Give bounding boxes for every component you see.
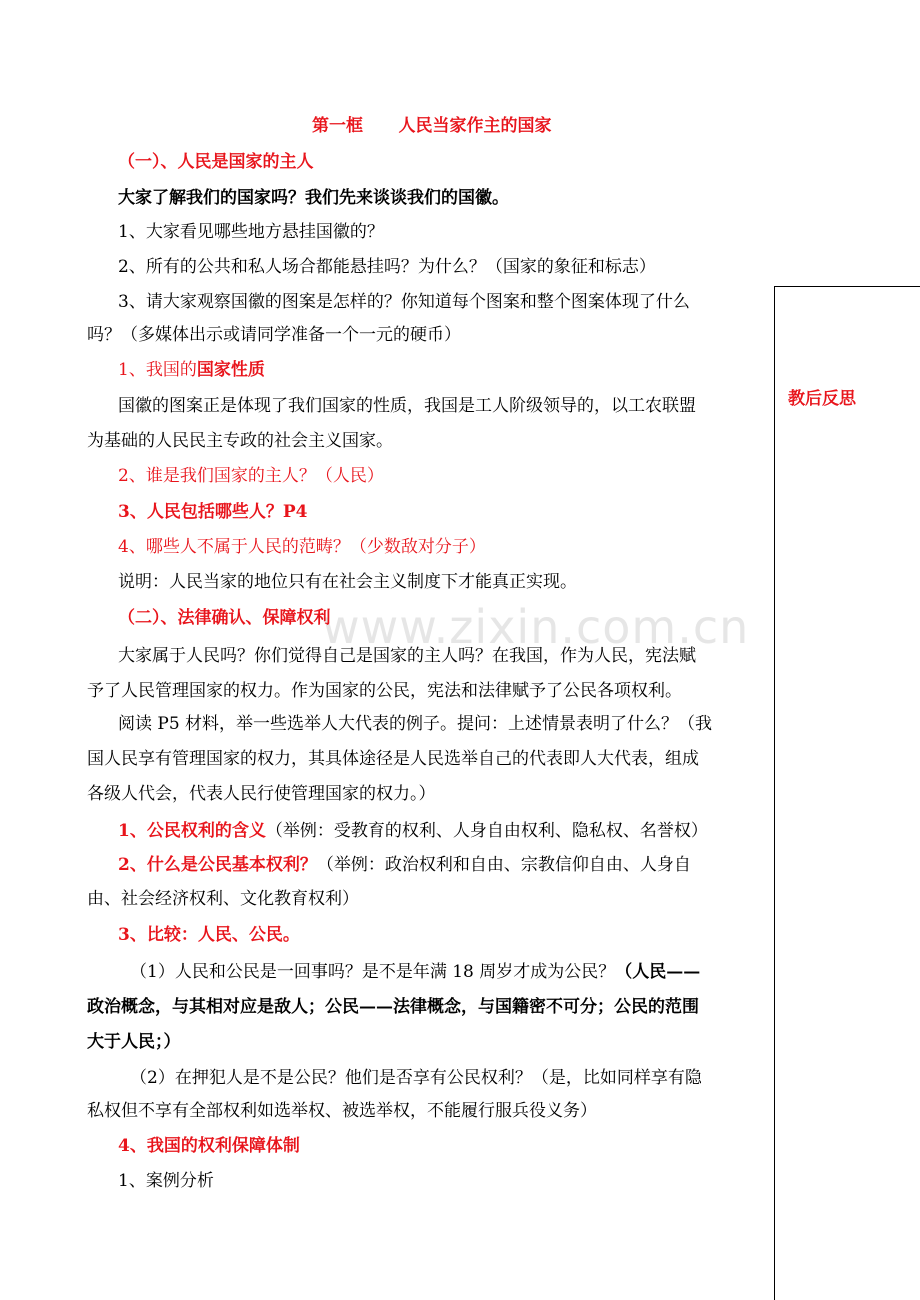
paragraph-reading-cont1: 国人民享有管理国家的权力，其具体途径是人民选举自己的代表即人大代表，组成 [87,749,699,769]
compare-question-2-cont: 私权但不享有全部权利如选举权、被选举权，不能履行服兵役义务） [87,1101,597,1121]
reflection-column [774,286,920,1300]
question-3-cont: 吗？（多媒体出示或请同学准备一个一元的硬币） [87,325,461,345]
heading-basic-rights [118,847,691,883]
paragraph-rights-cont: 予了人民管理国家的权力。作为国家的公民，宪法和法律赋予了公民各项权利。 [87,681,682,701]
question-3: 3、请大家观察国徽的图案是怎样的？你知道每个图案和整个图案体现了什么 [118,292,690,312]
heading-national-nature-key: 国家性质 [196,360,265,380]
section-heading-2: （二）、法律确认、保障权利 [118,608,331,628]
heading-national-nature-prefix: 1、我国的 [118,360,197,380]
heading-protection: 4、我国的权利保障体制 [118,1136,300,1156]
heading-basic-rights-examples: （举例：政治权利和自由、宗教信仰自由、人身自 [316,855,691,875]
question-master: 2、谁是我们国家的主人？（人民） [118,466,384,486]
case-analysis: 1、案例分析 [118,1171,214,1191]
compare-answer-1-cont: 政治概念，与其相对应是敌人；公民——法律概念，与国籍密不可分；公民的范围 [87,997,699,1017]
paragraph-emblem: 国徽的图案正是体现了我们国家的性质，我国是工人阶级领导的，以工农联盟 [118,396,696,416]
compare-question-1-text: （1）人民和公民是一回事吗？是不是年满 18 周岁才成为公民？ [130,962,616,982]
paragraph-reading-cont2: 各级人代会，代表人民行使管理国家的权力。） [87,784,436,804]
intro-line: 大家了解我们的国家吗？我们先来谈谈我们的国徽。 [118,188,509,208]
heading-national-nature [118,352,265,388]
explanation-line: 说明：人民当家的地位只有在社会主义制度下才能真正实现。 [118,572,577,592]
heading-citizen-rights [118,813,708,849]
question-not-people: 4、哪些人不属于人民的范畴？（少数敌对分子） [118,537,486,557]
question-1: 1、大家看见哪些地方悬挂国徽的？ [118,222,384,242]
compare-answer-1-end: 大于人民；） [87,1032,181,1052]
compare-question-2: （2）在押犯人是不是公民？他们是否享有公民权利？（是，比如同样享有隐 [130,1068,702,1088]
watermark: www.zixin.com.cn [322,600,750,654]
paragraph-rights: 大家属于人民吗？你们觉得自己是国家的主人吗？在我国，作为人民，宪法赋 [118,646,696,666]
heading-citizen-rights-key: 1、公民权利的含义 [118,821,266,841]
compare-answer-1-start: （人民—— [615,962,701,982]
paragraph-emblem-cont: 为基础的人民民主专政的社会主义国家。 [87,431,393,451]
section-heading-1: （一）、人民是国家的主人 [118,152,314,172]
reflection-label: 教后反思 [788,389,856,409]
heading-compare: 3、比较：人民、公民。 [118,925,300,945]
question-who-people: 3、人民包括哪些人？P4 [118,502,308,522]
question-2: 2、所有的公共和私人场合都能悬挂吗？为什么？（国家的象征和标志） [118,257,656,277]
compare-question-1 [130,954,700,990]
heading-citizen-rights-examples: （举例：受教育的权利、人身自由权利、隐私权、名誉权） [265,821,708,841]
page-title: 第一框 人民当家作主的国家 [312,116,552,136]
paragraph-reading: 阅读 P5 材料，举一些选举人大代表的例子。提问：上述情景表明了什么？（我 [118,714,713,734]
basic-rights-cont: 由、社会经济权利、文化教育权利） [87,889,359,909]
heading-basic-rights-key: 2、什么是公民基本权利？ [118,855,317,875]
